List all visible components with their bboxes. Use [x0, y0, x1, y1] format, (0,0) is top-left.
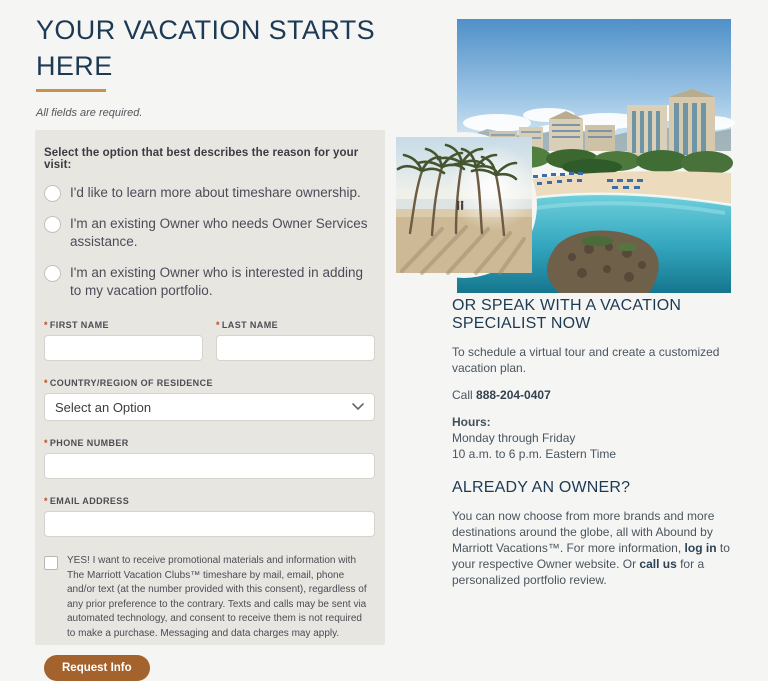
radio-option-learn-more[interactable] [44, 184, 375, 202]
email-label [44, 496, 375, 506]
request-info-button[interactable]: Request Info [44, 655, 150, 681]
owner-heading: ALREADY AN OWNER? [452, 479, 631, 496]
specialist-column [452, 297, 754, 599]
country-label [44, 378, 375, 388]
beach-palms-photo [391, 132, 537, 278]
call-us-link[interactable]: call us [639, 557, 677, 571]
country-select[interactable] [44, 393, 375, 421]
radio-button-icon[interactable] [44, 185, 61, 202]
first-name-input[interactable] [44, 335, 203, 361]
phone-label-text: PHONE NUMBER [49, 438, 129, 448]
phone-number[interactable]: 888-204-0407 [476, 388, 551, 402]
required-asterisk: * [44, 438, 48, 448]
last-name-input[interactable] [216, 335, 375, 361]
phone-input[interactable] [44, 453, 375, 479]
chevron-down-icon [352, 403, 364, 411]
required-asterisk: * [44, 496, 48, 506]
owner-body [452, 508, 754, 588]
lead-form-panel [35, 130, 385, 674]
required-note: All fields are required. [36, 107, 143, 119]
phone-group [44, 438, 375, 479]
gold-divider [36, 89, 106, 92]
hours-time: 10 a.m. to 6 p.m. Eastern Time [452, 447, 617, 461]
radio-option-owner-services[interactable] [44, 215, 375, 251]
radio-option-label: I'd like to learn more about timeshare ownership. [70, 185, 361, 200]
radio-button-icon[interactable] [44, 216, 61, 233]
specialist-heading: OR SPEAK WITH A VACATION SPECIALIST NOW [452, 297, 682, 332]
owner-body-part2: to your respective Owner website. Or [452, 541, 730, 571]
owner-body-part1: You can now choose from more brands and more destinations around the globe, all with Abound by Marriott Vacations™. For more information, [452, 509, 715, 555]
call-prefix: Call [452, 388, 477, 402]
log-in-link[interactable]: log in [684, 541, 717, 555]
hours-days: Monday through Friday [452, 431, 576, 445]
page-title [36, 12, 375, 84]
required-asterisk: * [216, 320, 220, 330]
consent-text: YES! I want to receive promotional materials and information with The Marriott Vacation Clubs™ timeshare by mail, email, phone and/or text (at the number provided with this consent), regardless of any prior preference to the contrary. Texts and calls may be sent via automated technology, and consent to receive them is not required to make a purchase. Messaging and data charges may apply. [67, 555, 367, 639]
country-select-value: Select an Option [55, 399, 152, 415]
form-intro: Select the option that best describes the reason for your visit: [44, 147, 359, 171]
page-title-line1: YOUR VACATION STARTS [36, 15, 376, 45]
last-name-group [216, 320, 375, 361]
country-label-text: COUNTRY/REGION OF RESIDENCE [49, 378, 213, 388]
first-name-group [44, 320, 203, 361]
hours-block [452, 414, 754, 462]
last-name-label-text: LAST NAME [221, 320, 279, 330]
last-name-label [216, 320, 375, 330]
first-name-label-text: FIRST NAME [49, 320, 109, 330]
call-line [452, 387, 754, 403]
required-asterisk: * [44, 378, 48, 388]
country-group [44, 378, 375, 421]
owner-body-part3: for a personalized portfolio review. [452, 557, 705, 587]
phone-label [44, 438, 375, 448]
email-group [44, 496, 375, 537]
radio-option-label: I'm an existing Owner who is interested in adding to my vacation portfolio. [70, 265, 363, 298]
radio-button-icon[interactable] [44, 265, 61, 282]
hours-label: Hours: [452, 415, 491, 429]
first-name-label [44, 320, 203, 330]
email-label-text: EMAIL ADDRESS [49, 496, 130, 506]
email-input[interactable] [44, 511, 375, 537]
specialist-subtext: To schedule a virtual tour and create a customized vacation plan. [452, 345, 720, 375]
page-title-line2: HERE [36, 51, 113, 81]
radio-option-add-portfolio[interactable] [44, 264, 375, 300]
radio-option-label: I'm an existing Owner who needs Owner Services assistance. [70, 216, 368, 249]
consent-row [44, 554, 375, 641]
consent-checkbox[interactable] [44, 556, 58, 570]
required-asterisk: * [44, 320, 48, 330]
